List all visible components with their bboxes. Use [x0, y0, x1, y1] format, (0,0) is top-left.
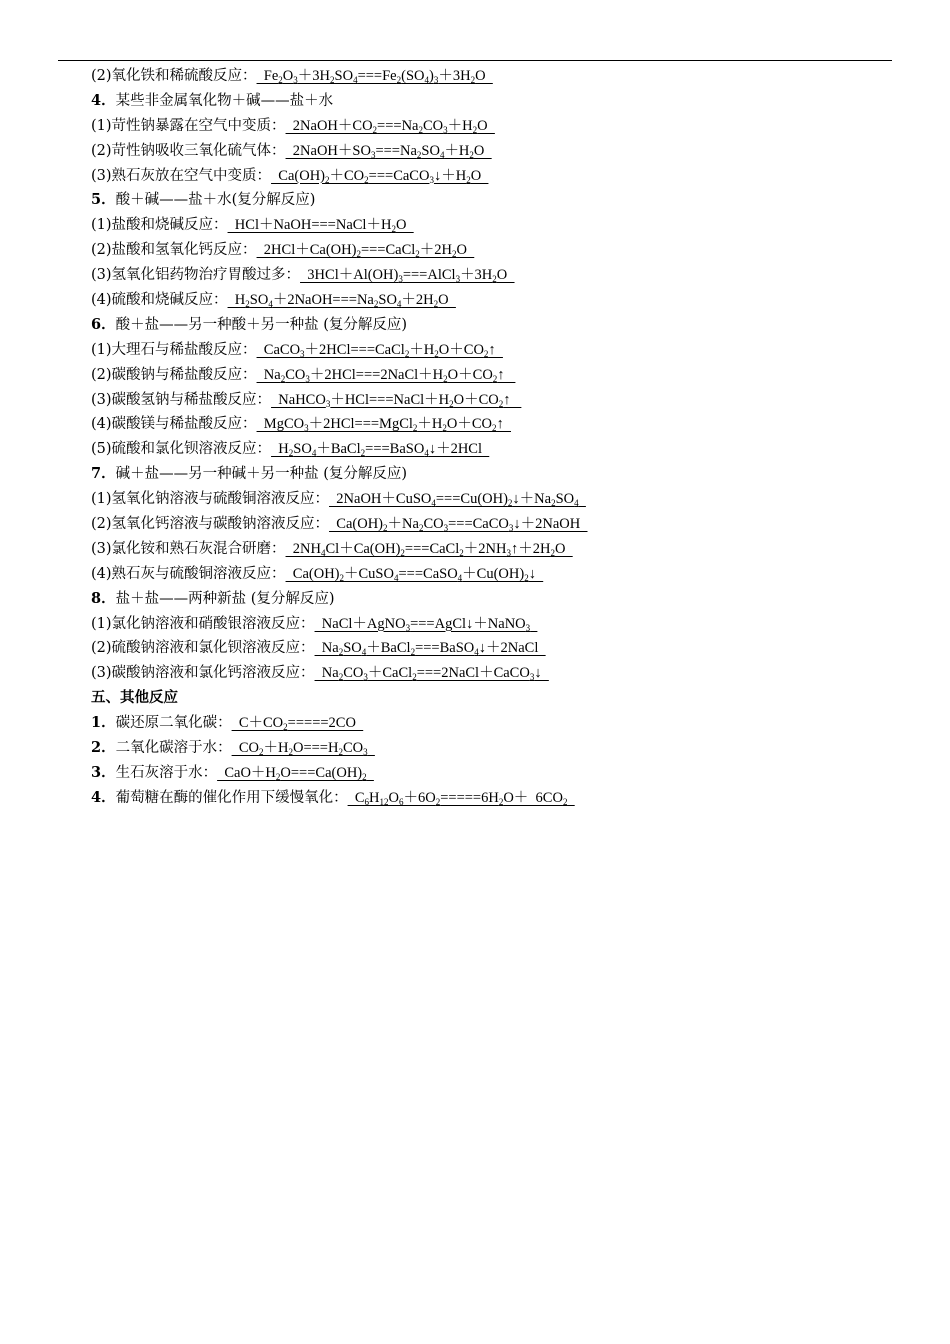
equation-item	[91, 213, 891, 238]
equation-item	[91, 562, 891, 587]
item-label: (2)盐酸和氢氧化钙反应：	[91, 242, 257, 259]
item-label: 某些非金属氧化物＋碱——盐＋水	[115, 92, 334, 109]
equation-answer: $CaCO_3+2HCl===CaCl_2+H_2O+CO_2↑$	[256, 341, 503, 359]
equation-item	[91, 412, 891, 437]
item-label: 酸＋盐——另一种酸＋另一种盐 (复分解反应)	[115, 316, 408, 333]
item-label: 酸＋碱——盐＋水(复分解反应)	[115, 192, 316, 209]
section-heading	[91, 462, 891, 487]
equation-answer: $Ca(OH)_2+Na_2CO_3===CaCO_3↓+2NaOH$	[329, 516, 588, 534]
item-number: 4．	[91, 91, 116, 109]
item-label: (1)氢氧化钠溶液与硫酸铜溶液反应：	[91, 491, 330, 508]
equation-answer: $2NaOH+CO_2===Na_2CO_3+H_2O$	[285, 117, 495, 135]
equation-item	[91, 512, 891, 537]
equation-answer: $CO_2+H_2O===H_2CO_3$	[231, 740, 368, 758]
item-label: 碱＋盐——另一种碱＋另一种盐 (复分解反应)	[115, 466, 408, 483]
equation-answer: $MgCO_3+2HCl===MgCl_2+H_2O+CO_2↑$	[256, 416, 511, 434]
equation-item	[91, 636, 891, 661]
item-label: 二氧化碳溶于水：	[115, 740, 232, 757]
item-label: 碳还原二氧化碳：	[115, 715, 232, 732]
equation-answer: $HCl+NaOH===NaCl+H_2O$	[227, 217, 414, 235]
item-number: 4．	[91, 788, 116, 806]
equation-answer: $2NaOH+SO_3===Na_2SO_4+H_2O$	[285, 142, 492, 160]
item-label: (3)氯化铵和熟石灰混合研磨：	[91, 540, 286, 557]
equation-answer: $CaO+H_2O===Ca(OH)_2$	[217, 764, 367, 782]
equation-answer: NaCl＋AgNO$_3$===AgCl↓＋NaNO$_3$	[314, 615, 531, 633]
item-label: (2)硫酸钠溶液和氯化钡溶液反应：	[91, 640, 315, 657]
page-top-rule	[58, 60, 892, 61]
item-label: (2)碳酸钠与稀盐酸反应：	[91, 366, 257, 383]
equation-answer: $Na_2SO_4+BaCl_2===BaSO_4↓+2NaCl$	[314, 640, 546, 658]
item-label: (1)盐酸和烧碱反应：	[91, 217, 228, 234]
item-label: (2)氧化铁和稀硫酸反应：	[91, 68, 257, 84]
equation-item	[91, 736, 891, 761]
item-number: 3．	[91, 763, 116, 781]
item-label: (3)碳酸钠溶液和氯化钙溶液反应：	[91, 665, 315, 682]
equation-answer: $3HCl+Al(OH)_3===AlCl_3+3H_2O$	[300, 267, 515, 285]
item-number: 1．	[91, 714, 116, 732]
equation-item	[91, 612, 891, 637]
equation-answer: $Na_2CO_3+2HCl===2NaCl+H_2O+CO_2↑$	[256, 366, 516, 384]
equation-answer: $2NH_4Cl+Ca(OH)_2===CaCl_2+2NH_3↑+2H_2O$	[285, 540, 573, 558]
equation-item	[91, 661, 891, 686]
equation-item	[91, 786, 891, 811]
equation-item	[91, 437, 891, 462]
item-label: (3)熟石灰放在空气中变质：	[91, 167, 272, 184]
item-label: (1)苛性钠暴露在空气中变质：	[91, 117, 286, 134]
item-label: (1)氯化钠溶液和硝酸银溶液反应：	[91, 615, 315, 632]
item-label: (3)氢氧化铝药物治疗胃酸过多：	[91, 267, 301, 284]
item-label: (2)氢氧化钙溶液与碳酸钠溶液反应：	[91, 516, 330, 533]
item-label: (3)碳酸氢钠与稀盐酸反应：	[91, 391, 272, 408]
item-label: (2)苛性钠吸收三氧化硫气体：	[91, 142, 286, 159]
equation-answer: $Fe_2O_3+3H_2SO_4===Fe_2(SO_4)_3+3H_2O$	[256, 68, 493, 85]
equation-answer: $Na_2CO_3+CaCl_2===2NaCl+CaCO_3↓$	[314, 665, 549, 683]
item-number: 6．	[91, 315, 116, 333]
item-label: (4)熟石灰与硫酸铜溶液反应：	[91, 565, 286, 582]
equation-item	[91, 288, 891, 313]
equation-answer: $2NaOH+CuSO_4===Cu(OH)_2↓+Na_2SO_4$	[329, 491, 579, 509]
section-heading	[91, 587, 891, 612]
section-title: 五、其他反应	[91, 690, 178, 707]
equation-item	[91, 761, 891, 786]
equation-item	[91, 711, 891, 736]
equation-answer: $C_6H_{12}O_6+6O_2=====6H_2O+ 6CO_2$	[347, 789, 568, 807]
item-label: 盐＋盐——两种新盐 (复分解反应)	[115, 590, 335, 607]
item-number: 2．	[91, 739, 116, 757]
equation-answer: $Ca(OH)_2+CuSO_4===CaSO_4+Cu(OH)_2↓$	[285, 565, 544, 583]
item-label: 生石灰溶于水：	[115, 764, 218, 781]
item-label: (1)大理石与稀盐酸反应：	[91, 341, 257, 358]
equation-item	[91, 238, 891, 263]
equation-answer: $2HCl+Ca(OH)_2===CaCl_2+2H_2O$	[256, 242, 475, 260]
item-label: (4)硫酸和烧碱反应：	[91, 292, 228, 309]
equation-item	[91, 139, 891, 164]
equation-answer: $C+CO_2=====2CO$	[231, 715, 364, 733]
equation-item	[91, 114, 891, 139]
equation-item	[91, 263, 891, 288]
equation-answer: $H_2SO_4+BaCl_2===BaSO_4↓+2HCl$	[271, 441, 490, 459]
equation-item	[91, 363, 891, 388]
equation-item	[91, 338, 891, 363]
section-heading	[91, 313, 891, 338]
equation-item	[91, 487, 891, 512]
document-body	[91, 64, 891, 811]
equation-item	[91, 537, 891, 562]
section-heading	[91, 89, 891, 114]
equation-item	[91, 164, 891, 189]
equation-item	[91, 388, 891, 413]
item-label: 葡萄糖在酶的催化作用下缓慢氧化：	[115, 789, 348, 806]
section-heading	[91, 188, 891, 213]
chapter-heading	[91, 686, 891, 711]
equation-item	[91, 64, 891, 89]
equation-answer: $Ca(OH)_2+CO_2===CaCO_3↓+H_2O$	[271, 167, 489, 185]
equation-answer: $NaHCO_3+HCl===NaCl+H_2O+CO_2↑$	[271, 391, 522, 409]
item-label: (5)硫酸和氯化钡溶液反应：	[91, 441, 272, 458]
item-label: (4)碳酸镁与稀盐酸反应：	[91, 416, 257, 433]
equation-answer: $H_2SO_4+2NaOH===Na_2SO_4+2H_2O$	[227, 292, 456, 310]
item-number: 5．	[91, 191, 116, 209]
item-number: 7．	[91, 465, 116, 483]
item-number: 8．	[91, 589, 116, 607]
